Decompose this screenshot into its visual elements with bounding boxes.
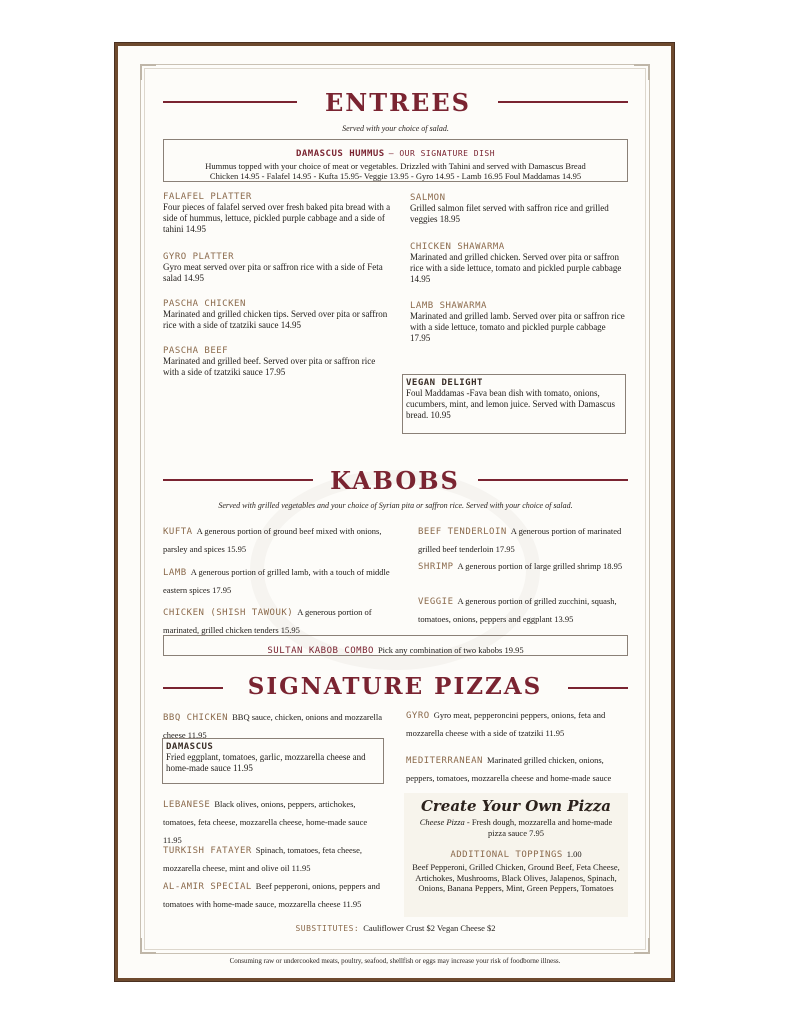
menu-item: [418, 521, 628, 557]
signature-dish: [166, 143, 625, 181]
item-desc: Marinated and grilled beef. Served over pita or saffron rice with a side of tzatziki sauce 17.95: [163, 356, 376, 377]
item-name: TURKISH FATAYER: [163, 846, 252, 856]
menu-item: [163, 299, 393, 331]
signature-dish-prices: Chicken 14.95 - Falafel 14.95 - Kufta 15.95- Veggie 13.95 - Gyro 14.95 - Lamb 16.95 Foul Maddamas 14.95: [209, 171, 582, 181]
item-name: LAMB SHAWARMA: [410, 301, 487, 311]
item-name: CHICKEN (SHISH TAWOUK): [163, 608, 294, 618]
item-desc: A generous portion of marinated, grilled chicken tenders 15.95: [163, 607, 372, 635]
item-name: LEBANESE: [163, 800, 211, 810]
item-name: LAMB: [163, 568, 187, 578]
title-rule-left: [163, 101, 297, 103]
title-rule-right: [478, 479, 628, 481]
frame-corner: [634, 64, 650, 80]
item-desc: Beef pepperoni, onions, peppers and tomatoes with home-made sauce, mozzarella cheese 11.95: [163, 881, 380, 909]
kabob-combo: [166, 640, 625, 658]
cheese-pizza-desc: - Fresh dough, mozzarella and home-made pizza sauce 7.95: [466, 817, 613, 838]
menu-item: [163, 346, 393, 378]
frame-corner: [140, 938, 156, 954]
create-your-own-title: Create Your Own Pizza: [420, 797, 612, 815]
menu-item-vegan: [406, 378, 622, 421]
item-name: AL-AMIR SPECIAL: [163, 882, 252, 892]
menu-item: [418, 591, 628, 627]
substitutes: [163, 918, 628, 936]
item-desc: Marinated and grilled lamb. Served over pita or saffron rice with a side lettuce, tomato and pickled purple cabbage 17.95: [410, 311, 625, 343]
item-name: SALMON: [410, 193, 446, 203]
item-desc: A generous portion of marinated grilled beef tenderloin 17.95: [418, 526, 622, 554]
title-rule-right: [568, 687, 628, 689]
toppings-list: Beef Pepperoni, Grilled Chicken, Ground Beef, Feta Cheese, Artichokes, Mushrooms, Black Olives, Jalapenos, Spinach, Onions, Banana Peppers, Mint, Green Peppers, Tomatoes: [412, 862, 620, 893]
item-name: BBQ CHICKEN: [163, 713, 229, 723]
item-desc: A generous portion of ground beef mixed with onions, parsley and spices 15.95: [163, 526, 382, 554]
kabob-combo-name: SULTAN KABOB COMBO: [267, 646, 374, 656]
entrees-subtitle: Served with your choice of salad.: [342, 124, 449, 133]
item-name: PASCHA CHICKEN: [163, 299, 246, 309]
menu-item: [163, 521, 395, 557]
item-name: GYRO: [406, 711, 430, 721]
item-desc: A generous portion of grilled zucchini, squash, tomatoes, onions, peppers and eggplant 13.95: [418, 596, 617, 624]
menu-item: [163, 876, 388, 912]
item-desc: Foul Maddamas -Fava bean dish with tomato, onions, cucumbers, mint, and lemon juice. Served with Damascus bread. 10.95: [406, 388, 615, 420]
entrees-title: ENTREES: [325, 88, 471, 117]
item-desc: Four pieces of falafel served over fresh baked pita bread with a side of hummus, lettuce, pickled purple cabbage and a side of tahini 14.95: [163, 202, 391, 234]
item-name: KUFTA: [163, 527, 193, 537]
item-desc: A generous portion of grilled lamb, with a touch of middle eastern spices 17.95: [163, 567, 390, 595]
pizzas-title: SIGNATURE PIZZAS: [247, 673, 543, 700]
kabobs-title: KABOBS: [330, 466, 460, 495]
item-name: CHICKEN SHAWARMA: [410, 242, 505, 252]
item-desc: Gyro meat served over pita or saffron rice with a side of Feta salad 14.95: [163, 262, 383, 283]
menu-item: [418, 556, 628, 574]
toppings-title: ADDITIONAL TOPPINGS: [450, 850, 563, 860]
title-rule-right: [498, 101, 628, 103]
item-desc: Gyro meat, pepperoncini peppers, onions, feta and mozzarella cheese with a side of tzatziki 11.95: [406, 710, 606, 738]
toppings-price: 1.00: [566, 849, 582, 859]
kabobs-subtitle: Served with grilled vegetables and your choice of Syrian pita or saffron rice. Served with your choice of salad.: [218, 501, 573, 510]
item-desc: Grilled salmon filet served with saffron rice and grilled veggies 18.95: [410, 203, 609, 224]
menu-item: [410, 193, 628, 225]
item-name: VEGAN DELIGHT: [406, 378, 483, 388]
frame-corner: [140, 64, 156, 80]
item-name: GYRO PLATTER: [163, 252, 235, 262]
item-desc: Black olives, onions, peppers, artichokes, tomatoes, feta cheese, mozzarella cheese, home-made sauce 11.95: [163, 799, 368, 845]
item-desc: Spinach, tomatoes, feta cheese, mozzarella cheese, mint and olive oil 11.95: [163, 845, 362, 873]
menu-item: [163, 252, 393, 284]
item-desc: BBQ sauce, chicken, onions and mozzarella cheese 11.95: [163, 712, 382, 740]
frame-corner: [634, 938, 650, 954]
menu-item: [410, 242, 628, 285]
create-your-own: [410, 797, 622, 894]
item-desc: Marinated and grilled chicken. Served over pita or saffron rice with a side lettuce, tomato and pickled purple cabbage 14.95: [410, 252, 622, 284]
item-desc: Fried eggplant, tomatoes, garlic, mozzarella cheese and home-made sauce 11.95: [166, 752, 366, 773]
cheese-pizza-name: Cheese Pizza: [419, 817, 465, 827]
item-name: SHRIMP: [418, 562, 454, 572]
item-desc: Marinated and grilled chicken tips. Served over pita or saffron rice with a side of tzatziki sauce 14.95: [163, 309, 388, 330]
food-safety-footer: Consuming raw or undercooked meats, poultry, seafood, shellfish or eggs may increase your risk of foodborne illness.: [229, 957, 561, 965]
signature-dish-desc: Hummus topped with your choice of meat or vegetables. Drizzled with Tahini and served with Damascus Bread: [205, 161, 586, 171]
kabob-combo-desc: Pick any combination of two kabobs 19.95: [377, 645, 524, 655]
menu-item: [163, 562, 395, 598]
item-name: PASCHA BEEF: [163, 346, 229, 356]
item-name: MEDITERRANEAN: [406, 756, 483, 766]
substitutes-label: SUBSTITUTES:: [295, 924, 360, 933]
signature-dish-name: DAMASCUS HUMMUS: [295, 149, 385, 159]
menu-item: [410, 301, 628, 344]
item-desc: Marinated grilled chicken, onions, peppers, tomatoes, mozzarella cheese and home-made sauce: [406, 755, 612, 783]
title-rule-left: [163, 479, 313, 481]
item-name: DAMASCUS: [166, 742, 214, 752]
menu-item: [163, 192, 393, 235]
item-desc: A generous portion of large grilled shrimp 18.95: [457, 561, 623, 571]
item-name: VEGGIE: [418, 597, 454, 607]
substitutes-text: Cauliflower Crust $2 Vegan Cheese $2: [363, 923, 496, 933]
item-name: FALAFEL PLATTER: [163, 192, 252, 202]
item-name: BEEF TENDERLOIN: [418, 527, 507, 537]
menu-item-damascus: [166, 742, 382, 774]
menu-item: [406, 705, 628, 741]
signature-dish-tag: – OUR SIGNATURE DISH: [388, 149, 496, 158]
menu-item: [163, 840, 388, 876]
title-rule-left: [163, 687, 223, 689]
menu-item: [163, 602, 395, 638]
